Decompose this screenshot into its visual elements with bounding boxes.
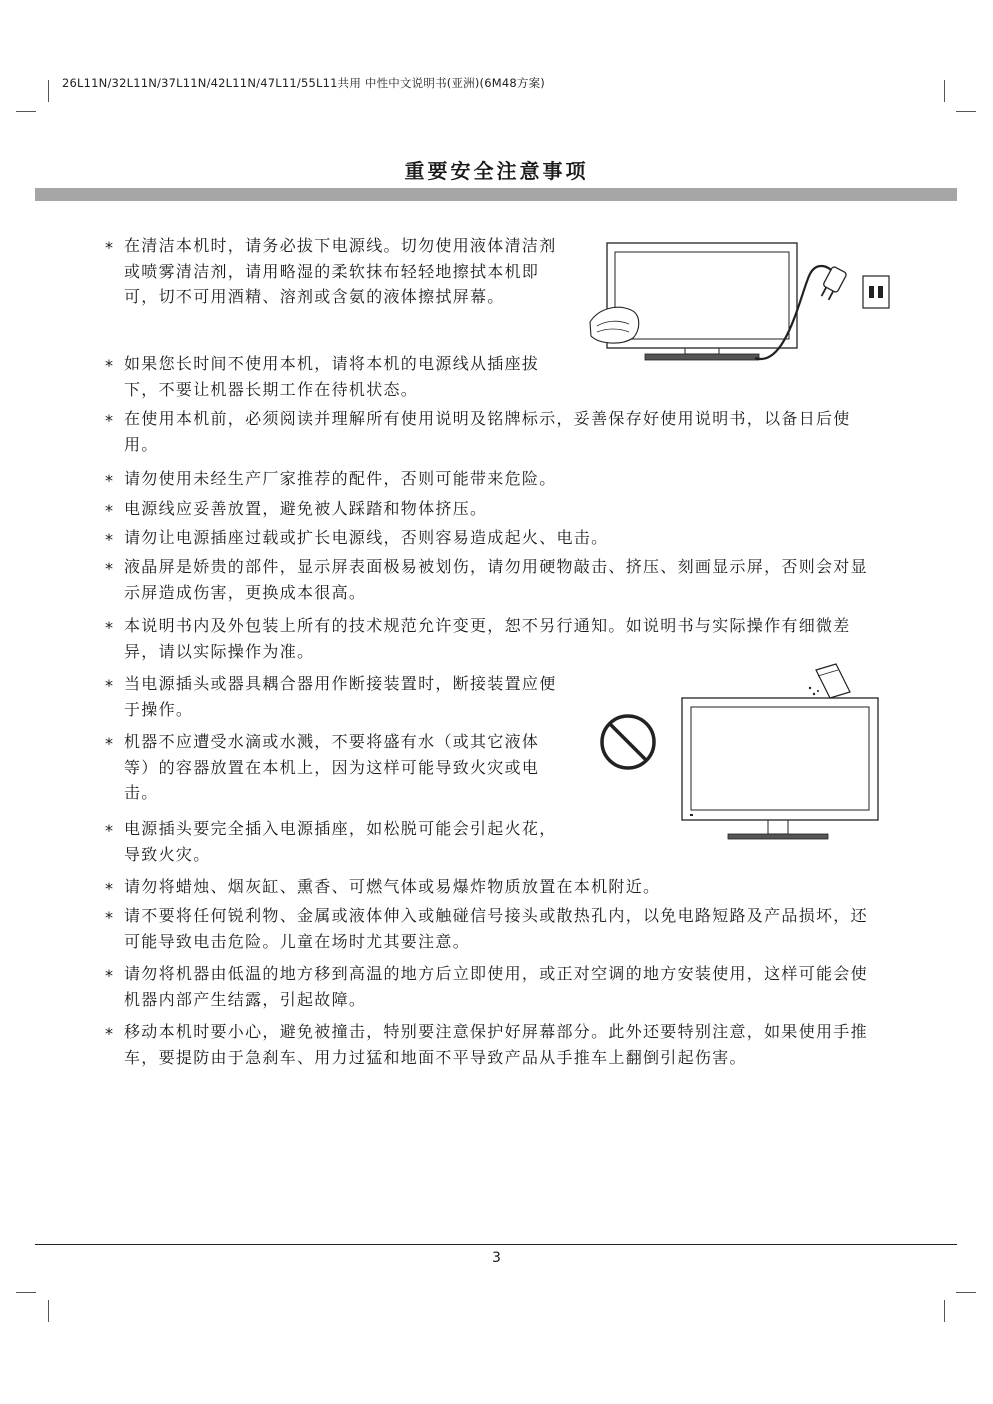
bullet-star: * (105, 618, 115, 637)
crop-mark (956, 111, 976, 112)
plug-icon (818, 266, 847, 302)
list-item (105, 671, 565, 722)
list-item (105, 496, 885, 522)
list-item (105, 729, 565, 806)
crop-mark (944, 80, 945, 102)
list-item (105, 233, 565, 310)
item-text: 电源线应妥善放置，避免被人踩踏和物体挤压。 (124, 499, 488, 518)
page-number: 3 (492, 1250, 501, 1266)
tv-icon (607, 243, 797, 360)
page-title: 重要安全注意事项 (404, 159, 589, 183)
bullet-star: * (105, 879, 115, 898)
bullet-star: * (105, 734, 115, 753)
bullet-star: * (105, 559, 115, 578)
crop-mark (48, 1300, 49, 1322)
list-item (105, 903, 885, 954)
wall-socket-icon (863, 276, 889, 308)
list-item (105, 466, 885, 492)
item-text: 机器不应遭受水滴或水溅，不要将盛有水（或其它液体等）的容器放置在本机上，因为这样可能导致火灾或电击。 (124, 732, 540, 802)
bullet-star: * (105, 238, 115, 257)
item-text: 请勿将蜡烛、烟灰缸、熏香、可燃气体或易爆炸物质放置在本机附近。 (124, 877, 661, 896)
item-text: 请不要将任何锐利物、金属或液体伸入或触碰信号接头或散热孔内，以免电路短路及产品损坏，还可能导致电击危险。儿童在场时尤其要注意。 (124, 906, 868, 951)
list-item (105, 613, 885, 664)
title-bar (35, 188, 957, 201)
water-cup-icon (809, 664, 850, 698)
crop-mark (48, 80, 49, 102)
list-item (105, 1019, 885, 1070)
item-text: 请勿将机器由低温的地方移到高温的地方后立即使用，或正对空调的地方安装使用，这样可能会使机器内部产生结露，引起故障。 (124, 964, 868, 1009)
no-liquid-on-tv-illustration (598, 664, 888, 844)
list-item (105, 816, 565, 867)
tv-cleaning-illustration (585, 240, 905, 370)
tv-icon (682, 698, 878, 839)
item-text: 当电源插头或器具耦合器用作断接装置时，断接装置应便于操作。 (124, 674, 557, 719)
item-text: 液晶屏是娇贵的部件，显示屏表面极易被划伤，请勿用硬物敲击、挤压、刻画显示屏，否则会对显示屏造成伤害，更换成本很高。 (124, 557, 868, 602)
item-text: 请勿让电源插座过载或扩长电源线，否则容易造成起火、电击。 (124, 528, 609, 547)
power-cord (755, 266, 835, 359)
item-text: 如果您长时间不使用本机，请将本机的电源线从插座拔下，不要让机器长期工作在待机状态。 (124, 354, 540, 399)
list-item (105, 406, 885, 457)
item-text: 在使用本机前，必须阅读并理解所有使用说明及铭牌标示，妥善保存好使用说明书，以备日后使用。 (124, 409, 851, 454)
item-text: 在清洁本机时，请务必拔下电源线。切勿使用液体清洁剂或喷雾清洁剂，请用略湿的柔软抹布轻轻地擦拭本机即可，切不可用酒精、溶剂或含氨的液体擦拭屏幕。 (124, 236, 557, 306)
bullet-star: * (105, 966, 115, 985)
list-item (105, 554, 885, 605)
bullet-star: * (105, 908, 115, 927)
bullet-star: * (105, 356, 115, 375)
list-item (105, 874, 885, 900)
bullet-star: * (105, 1024, 115, 1043)
bullet-star: * (105, 821, 115, 840)
item-text: 电源插头要完全插入电源插座，如松脱可能会引起火花，导致火灾。 (124, 819, 557, 864)
bullet-star: * (105, 411, 115, 430)
crop-mark (16, 111, 36, 112)
bullet-star: * (105, 530, 115, 549)
item-text: 本说明书内及外包装上所有的技术规范允许变更，恕不另行通知。如说明书与实际操作有细微差异，请以实际操作为准。 (124, 616, 851, 661)
crop-mark (944, 1300, 945, 1322)
crop-mark (16, 1292, 36, 1293)
bullet-star: * (105, 676, 115, 695)
list-item (105, 961, 885, 1012)
list-item (105, 525, 885, 551)
footer-divider (35, 1244, 957, 1245)
list-item (105, 351, 565, 402)
item-text: 移动本机时要小心，避免被撞击，特别要注意保护好屏幕部分。此外还要特别注意，如果使用手推车，要提防由于急刹车、用力过猛和地面不平导致产品从手推车上翻倒引起伤害。 (124, 1022, 868, 1067)
cleaning-cloth-icon (590, 307, 639, 343)
bullet-star: * (105, 471, 115, 490)
header-model-line: 26L11N/32L11N/37L11N/42L11N/47L11/55L11共用 中性中文说明书(亚洲)(6M48方案) (62, 76, 545, 90)
prohibited-icon (602, 716, 654, 768)
crop-mark (956, 1292, 976, 1293)
bullet-star: * (105, 501, 115, 520)
item-text: 请勿使用未经生产厂家推荐的配件，否则可能带来危险。 (124, 469, 557, 488)
